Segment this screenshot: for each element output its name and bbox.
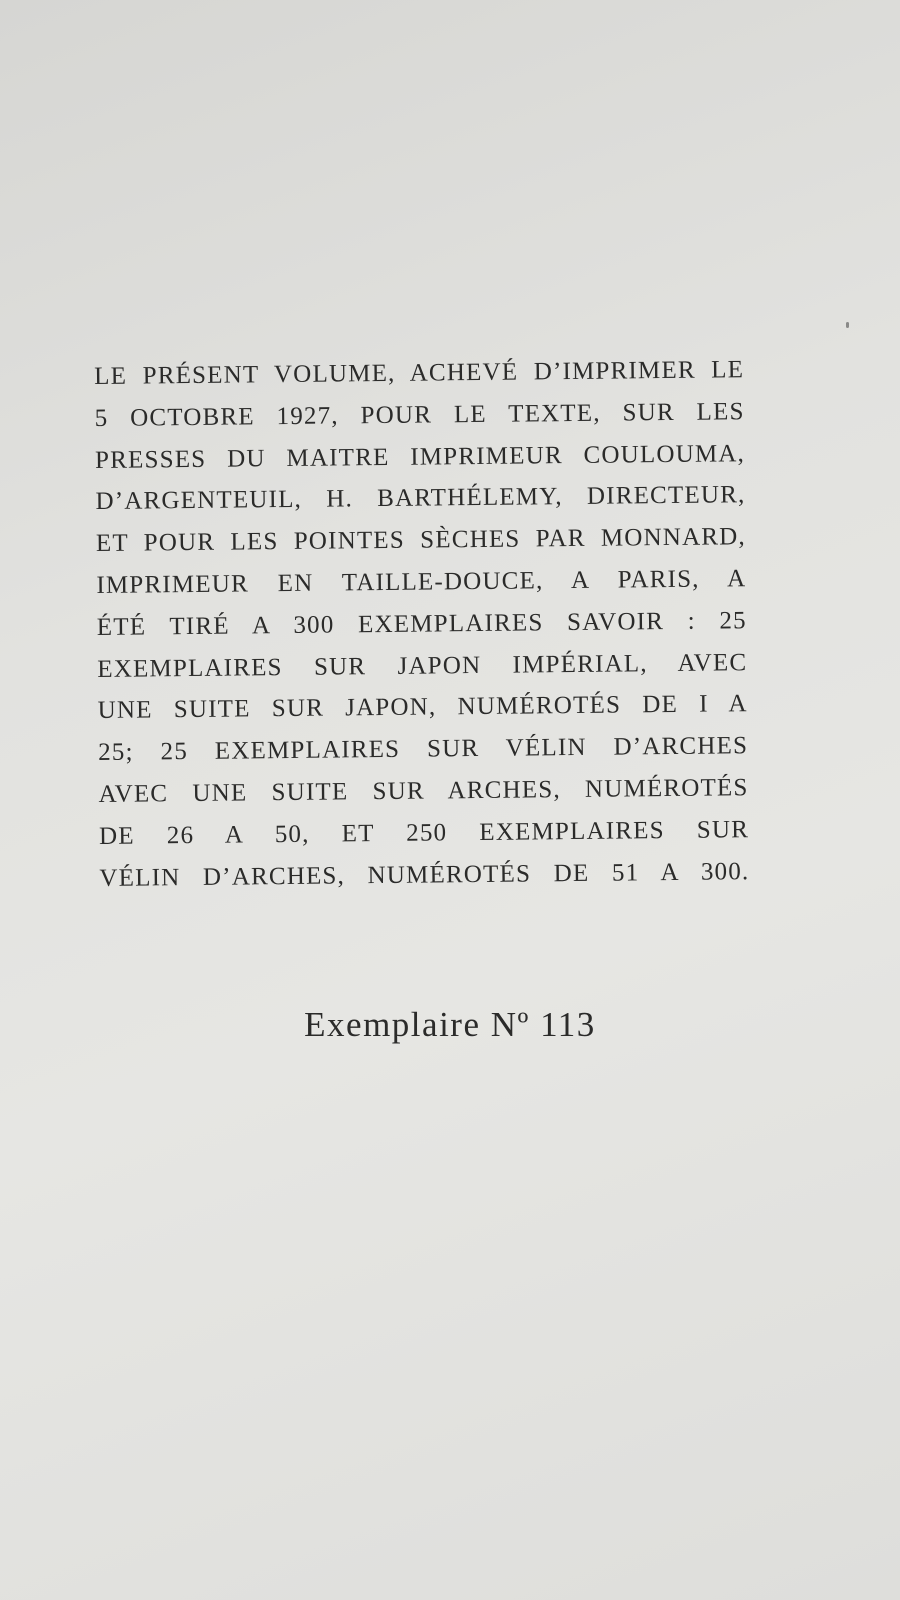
colophon-line: PRESSES DU MAITRE IMPRIMEUR COULOUMA, <box>94 439 746 474</box>
colophon-line: LE PRÉSENT VOLUME, ACHEVÉ D’IMPRIMER LE <box>94 356 745 390</box>
colophon-line: IMPRIMEUR EN TAILLE-DOUCE, A PARIS, A <box>96 565 747 599</box>
colophon-line: ÉTÉ TIRÉ A 300 EXEMPLAIRES SAVOIR : 25 <box>96 606 747 641</box>
colophon-line: UNE SUITE SUR JAPON, NUMÉROTÉS DE I A <box>97 690 748 725</box>
paper-speck <box>846 322 849 328</box>
copy-number: Exemplaire Nº 113 <box>304 1005 596 1044</box>
colophon-line: ET POUR LES POINTES SÈCHES PAR MONNARD, <box>95 523 747 558</box>
colophon-line: EXEMPLAIRES SUR JAPON IMPÉRIAL, AVEC <box>97 648 748 683</box>
colophon-line: AVEC UNE SUITE SUR ARCHES, NUMÉROTÉS <box>98 774 749 808</box>
colophon-line: VÉLIN D’ARCHES, NUMÉROTÉS DE 51 A 300. <box>99 857 750 892</box>
colophon-line: 25; 25 EXEMPLAIRES SUR VÉLIN D’ARCHES <box>98 732 749 767</box>
colophon-line: DE 26 A 50, ET 250 EXEMPLAIRES SUR <box>98 815 750 850</box>
colophon-text <box>94 349 750 899</box>
colophon-line: D’ARGENTEUIL, H. BARTHÉLEMY, DIRECTEUR, <box>95 481 746 516</box>
colophon-line: 5 OCTOBRE 1927, POUR LE TEXTE, SUR LES <box>94 397 745 432</box>
